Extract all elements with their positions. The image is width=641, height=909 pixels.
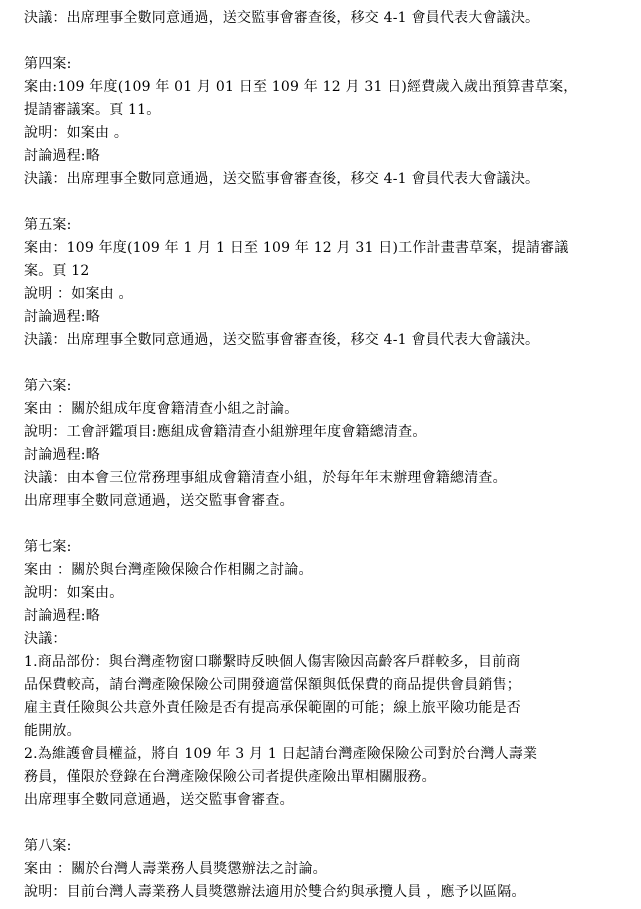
case7-item1-line4: 能開放。	[24, 723, 81, 739]
case6-resolution-line2: 出席理事全數同意通過，送交監事會審查。	[24, 493, 294, 509]
case5-title: 第五案:	[24, 217, 72, 233]
case4-reason-line2: 提請審議案。頁 11。	[24, 102, 161, 118]
case6-reason: 案由 ：關於組成年度會籍清查小組之討論。	[24, 401, 299, 417]
case5-resolution: 決議：出席理事全數同意通過，送交監事會審查後，移交 4-1 會員代表大會議決。	[24, 332, 540, 348]
case7-item2-line2: 務員，僅限於登錄在台灣產險保險公司者提供產險出單相關服務。	[24, 769, 436, 785]
case5-reason-line1: 案由：109 年度(109 年 1 月 1 日至 109 年 12 月 31 日)工作計畫書草案，提請審議	[24, 240, 569, 256]
section-gap	[24, 191, 634, 214]
case7-item1-line2: 品保費較高，請台灣產險保險公司開發適當保額與低保費的商品提供會員銷售；	[24, 677, 521, 693]
section-gap	[24, 812, 634, 835]
case7-item2-line1: 2.為維護會員權益，將自 109 年 3 月 1 日起請台灣產險保險公司對於台灣人壽業	[24, 746, 538, 762]
case5-discussion: 討論過程:略	[24, 309, 100, 325]
case8-explanation: 說明：目前台灣人壽業務人員獎懲辦法適用於雙合約與承攬人員 ，應予以區隔。	[24, 884, 526, 900]
case7-reason: 案由 ：關於與台灣產險保險合作相關之討論。	[24, 562, 313, 578]
case7-item1-line3: 雇主責任險與公共意外責任險是否有提高承保範圍的可能；線上旅平險功能是否	[24, 700, 521, 716]
case6-explanation: 說明：工會評鑑項目:應組成會籍清查小組辦理年度會籍總清查。	[24, 424, 427, 440]
section-gap	[24, 30, 634, 53]
case8-reason: 案由 ：關於台灣人壽業務人員獎懲辦法之討論。	[24, 861, 327, 877]
case4-explanation: 說明：如案由 。	[24, 125, 129, 141]
section-gap	[24, 513, 634, 536]
case6-title: 第六案:	[24, 378, 72, 394]
case5-explanation: 說明 ：如案由 。	[24, 286, 133, 302]
case4-discussion: 討論過程:略	[24, 148, 100, 164]
section-gap	[24, 352, 634, 375]
case7-item1-line1: 1.商品部份：與台灣產物窗口聯繫時反映個人傷害險因高齡客戶群較多，目前商	[24, 654, 521, 670]
intro-resolution: 決議：出席理事全數同意通過，送交監事會審查後，移交 4-1 會員代表大會議決。	[24, 10, 540, 26]
case4-resolution: 決議：出席理事全數同意通過，送交監事會審查後，移交 4-1 會員代表大會議決。	[24, 171, 540, 187]
case7-explanation: 說明：如案由。	[24, 585, 124, 601]
case6-discussion: 討論過程:略	[24, 447, 100, 463]
case6-resolution-line1: 決議：由本會三位常務理事組成會籍清查小組，於每年年末辦理會籍總清查。	[24, 470, 507, 486]
case7-discussion: 討論過程:略	[24, 608, 100, 624]
case7-resolution-label: 決議：	[24, 631, 67, 647]
case4-reason-line1: 案由:109 年度(109 年 01 月 01 日至 109 年 12 月 31 日)經費歲入歲出預算書草案，	[24, 79, 578, 95]
document-page	[24, 7, 634, 904]
case7-title: 第七案:	[24, 539, 72, 555]
case5-reason-line2: 案。頁 12	[24, 263, 90, 279]
case8-title: 第八案:	[24, 838, 72, 854]
case4-title: 第四案:	[24, 56, 72, 72]
case7-closing: 出席理事全數同意通過，送交監事會審查。	[24, 792, 294, 808]
